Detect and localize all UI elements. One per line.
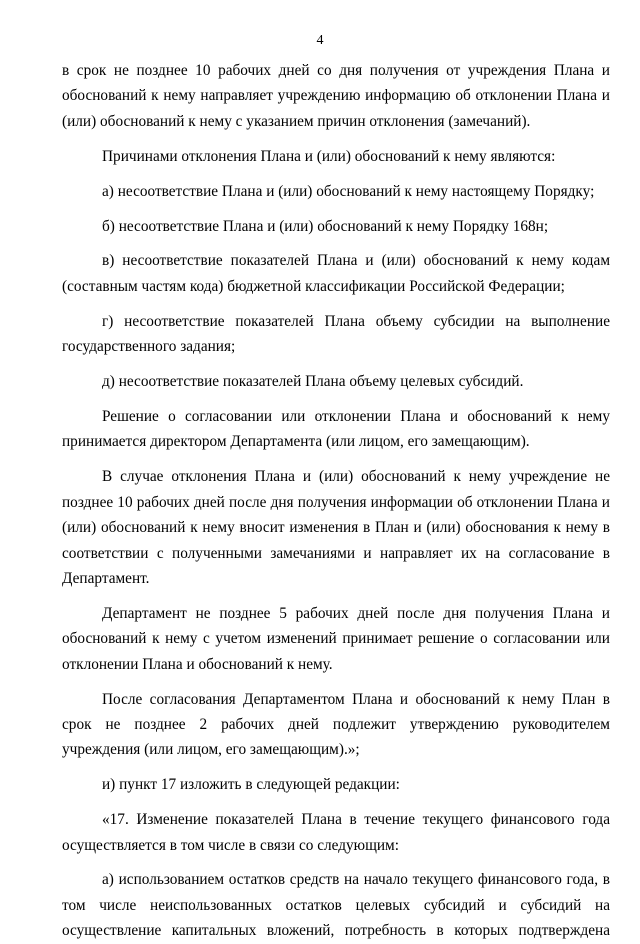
paragraph-rejection: В случае отклонения Плана и (или) обоснований к нему учреждение не позднее 10 рабочих дней после дня получения информации об отклонении Плана и (или) обоснований к нему вносит изменения в План и (или) обоснования к нему в соответствии с полученными замечаниями и направляет их на согласование в Департамент. <box>62 468 610 587</box>
list-item-i: и) пункт 17 изложить в следующей редакции: <box>102 776 400 794</box>
paragraph-point-17: «17. Изменение показателей Плана в течение текущего финансового года осуществляется в том числе в связи со следующим: <box>62 811 610 854</box>
paragraph-decision: Решение о согласовании или отклонении Плана и обоснований к нему принимается директором Департамента (или лицом, его замещающим). <box>62 407 610 451</box>
paragraph-approval: После согласования Департаментом Плана и обоснований к нему План в срок не позднее 2 рабочих дней подлежит утверждению руководителем учреждения (или лицом, его замещающим).»; <box>62 690 610 759</box>
list-item-a: а) несоответствие Плана и (или) обоснований к нему настоящему Порядку; <box>102 182 595 200</box>
list-item-v: в) несоответствие показателей Плана и (или) обоснований к нему кодам (составным частям кода) бюджетной классификации Российской Федерации; <box>62 252 610 295</box>
list-item-g: г) несоответствие показателей Плана объему субсидии на выполнение государственного задания; <box>62 312 610 356</box>
paragraph-point-17-a: а) использованием остатков средств на начало текущего финансового года, в том числе неиспользованных остатков целевых субсидий и субсидий на осуществление капитальных вложений, потребность в которых подтверждена <box>62 871 610 940</box>
list-item-b: б) несоответствие Плана и (или) обоснований к нему Порядку 168н; <box>102 217 549 235</box>
paragraph-department: Департамент не позднее 5 рабочих дней после дня получения Плана и обоснований к нему с учетом изменений принимает решение о согласовании или отклонении Плана и обоснований к нему. <box>62 604 610 673</box>
paragraph-1: в срок не позднее 10 рабочих дней со дня получения от учреждения Плана и обоснований к нему направляет учреждению информацию об отклонении Плана и (или) обоснований к нему с указанием причин отклонения (замечаний). <box>62 62 610 130</box>
page-number: 4 <box>316 33 324 48</box>
list-item-d: д) несоответствие показателей Плана объему целевых субсидий. <box>102 373 524 391</box>
paragraph-2: Причинами отклонения Плана и (или) обоснований к нему являются: <box>102 147 556 165</box>
document-body <box>62 58 610 944</box>
